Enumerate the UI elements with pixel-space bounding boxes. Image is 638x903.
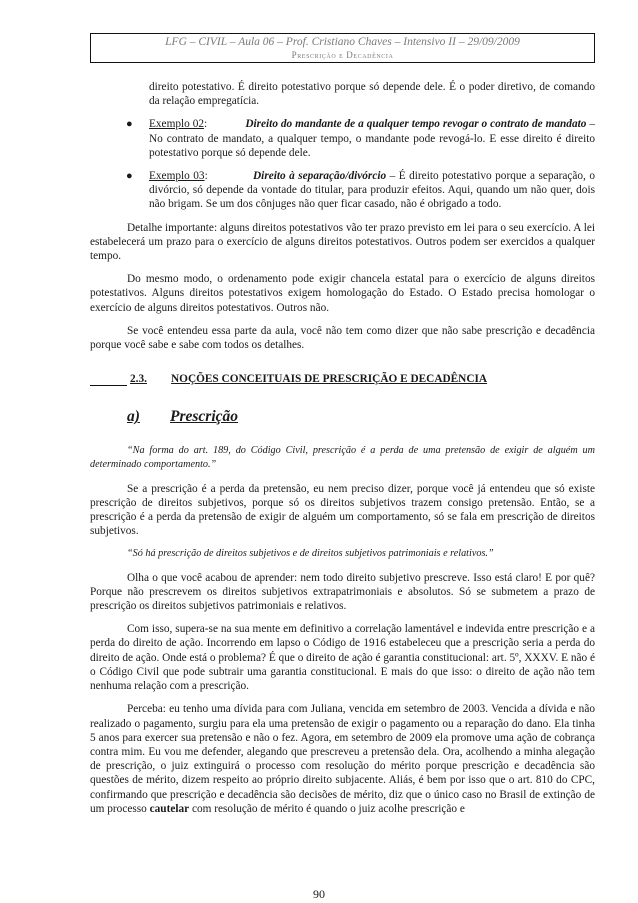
example-02-item [126, 117, 595, 160]
page-header [90, 33, 595, 63]
header-topic-line: Prescrição e Decadência [291, 50, 394, 60]
header-course-line: LFG – CIVIL – Aula 06 – Prof. Cristiano Chaves – Intensivo II – 29/09/2009 [165, 36, 520, 48]
example-03-item [126, 169, 595, 212]
section-heading-rule [90, 374, 127, 386]
paragraph-entendeu: Se você entendeu essa parte da aula, você não tem como dizer que não sabe prescrição e decadência porque você sabe e sabe com todos os detalhes. [90, 324, 595, 352]
page-number: 90 [313, 887, 325, 901]
document-body [90, 80, 595, 825]
paragraph-olha: Olha o que você acabou de aprender: nem todo direito subjetivo prescreve. Isso está claro! E por quê? Porque não prescrevem os direitos subjetivos extrapatrimoniais e absolutos. Só se submetem a prazo de prescrição os direitos subjetivos patrimoniais e relativos. [90, 571, 595, 613]
example-02-text: – No contrato de mandato, a qualquer tempo, o mandante pode revogá-lo. E esse direito é direito potestativo porque só depende dele. [149, 118, 595, 159]
subsection-name: Prescrição [170, 408, 239, 426]
example-02-heading: Direito do mandante de a qualquer tempo revogar o contrato de mandato [245, 118, 587, 131]
example-02-colon: : [204, 118, 208, 131]
section-title: NOÇÕES CONCEITUAIS DE PRESCRIÇÃO E DECADÊNCIA [171, 373, 488, 386]
subsection-heading [127, 410, 595, 430]
paragraph-detalhe: Detalhe importante: alguns direitos potestativos vão ter prazo previsto em lei para o seu exercício. A lei estabelecerá um prazo para o exercício de alguns direitos potestativos. Outros podem ser exercidos a qualquer tempo. [90, 221, 595, 263]
example-03-heading: Direito à separação/divórcio [253, 170, 387, 183]
paragraph-perceba-end: com resolução de mérito é quando o juiz acolhe prescrição e [189, 802, 465, 815]
paragraph-perceba [90, 702, 595, 816]
continued-paragraph: direito potestativo. É direito potestativo porque só depende dele. É o poder diretivo, de comando da relação empregatícia. [149, 81, 595, 108]
example-02-label: Exemplo 02 [149, 118, 205, 131]
example-03-colon: : [204, 170, 208, 183]
example-03-text: – É direito potestativo porque a separação, o divórcio, só depende da vontade do titular, para produzir efeitos. Aqui, quando um não quer, dois não brigam. Se um dos cônjuges não quer ficar casado, não é obrigado a todo. [149, 170, 595, 211]
paragraph-perceba-bold: cautelar [149, 802, 190, 815]
subsection-letter: a) [127, 408, 140, 426]
paragraph-perceba-text: Perceba: eu tenho uma dívida para com Juliana, vencida em setembro de 2003. Vencida a dívida e não realizado o pagamento, surgiu para ela uma pretensão de exigir o pagamento ou a reparação do dano. Ela tinha 5 anos para exercer sua pretensão e não o fez. Agora, em setembro de 2009 ela promove uma ação de cobrança contra mim. Eu vou me defender, alegando que prescreveu a pretensão dela. Ora, acolhendo a minha alegação de prescrição, o juiz extinguirá o processo com resolução do mérito porque prescrição e decadência são questões de mérito, dizem respeito ao próprio direito subjacente. Aliás, é bem por isso que o art. 810 do CPC, confirmando que prescrição e decadência são decisões de mérito, diz que o único caso no Brasil de extinção de um processo [90, 703, 595, 815]
section-heading [90, 372, 595, 388]
quote-art-189: “Na forma do art. 189, do Código Civil, prescrição é a perda de uma pretensão de exigir de alguém um determinado comportamento.” [90, 445, 595, 471]
paragraph-se-prescricao: Se a prescrição é a perda da pretensão, eu nem preciso dizer, porque você já entendeu que só existe prescrição de direitos subjetivos, porque só os direitos subjetivos trazem consigo pretensão. Então, se a prescrição é a perda da pretensão de exigir de alguém um comportamento, só se fala em prescrição de direitos subjetivos. [90, 482, 595, 538]
section-number: 2.3. [130, 373, 147, 386]
paragraph-mesmo-modo: Do mesmo modo, o ordenamento pode exigir chancela estatal para o exercício de alguns direitos potestativos. Alguns direitos potestativos exigem homologação do Estado. O Estado precisa homologar o exercício de alguns direitos potestativos. Outros não. [90, 273, 595, 314]
bullet-icon: ● [126, 170, 133, 183]
quote-direitos-subjetivos: “Só há prescrição de direitos subjetivos e de direitos subjetivos patrimoniais e relativos.” [127, 548, 494, 560]
paragraph-com-isso: Com isso, supera-se na sua mente em definitivo a correlação lamentável e indevida entre prescrição e a perda do direito de ação. Incorrendo em lapso o Código de 1916 estabeleceu que a prescrição seria a perda do direito de ação. Onde está o problema? É que o direito de ação é garantia constitucional: art. 5º, XXXV. E não é o Código Civil que pode subtrair uma garantia constitucional. E mais do que isso: o direito de ação não tem nenhuma relação com a prescrição. [90, 623, 595, 693]
example-03-label: Exemplo 03 [149, 170, 205, 183]
bullet-icon: ● [126, 118, 133, 131]
